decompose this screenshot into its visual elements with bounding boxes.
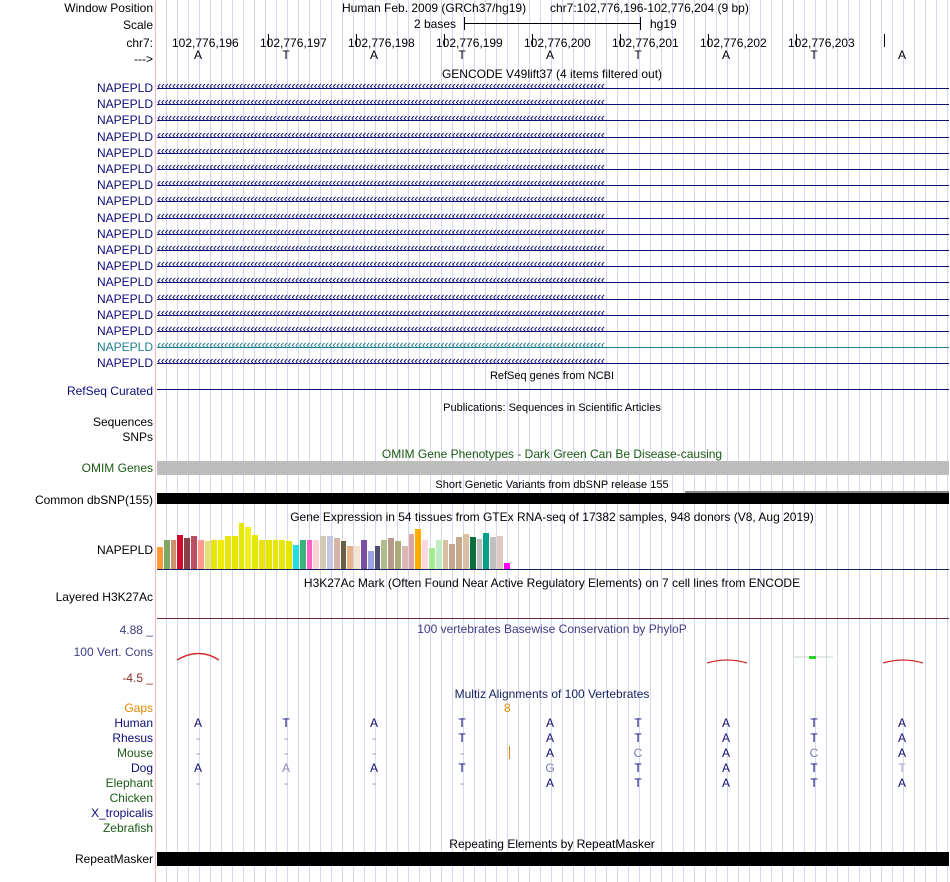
conservation-title[interactable]: 100 vertebrates Basewise Conservation by PhyloP: [417, 622, 687, 636]
strand-arrows-icon: ‹‹‹‹‹‹‹‹‹‹‹‹‹‹‹‹‹‹‹‹‹‹‹‹‹‹‹‹‹‹‹‹‹‹‹‹‹‹‹‹‹‹‹‹‹‹‹‹‹‹‹‹‹‹‹‹‹‹‹‹‹‹‹‹‹‹‹‹‹‹‹‹‹‹‹‹‹‹‹‹‹‹‹‹‹‹‹‹‹‹‹‹‹‹‹‹‹‹‹‹‹‹‹‹‹‹‹‹‹‹‹‹‹‹‹‹‹‹‹‹: [157, 259, 605, 272]
aligned-base: -: [196, 746, 200, 760]
reference-base: A: [897, 48, 906, 62]
gtex-tissue-bar[interactable]: [279, 540, 285, 569]
gtex-tissue-bar[interactable]: [171, 540, 177, 569]
scale-bar: [464, 16, 641, 32]
aligned-base: A: [193, 716, 202, 730]
gtex-tissue-bar[interactable]: [320, 536, 326, 569]
gap-count[interactable]: 8: [504, 701, 511, 715]
gtex-tissue-bar[interactable]: [177, 535, 183, 569]
species-label-zebrafish[interactable]: Zebrafish: [102, 821, 153, 835]
gtex-tissue-bar[interactable]: [456, 537, 462, 569]
strand-arrows-icon: ‹‹‹‹‹‹‹‹‹‹‹‹‹‹‹‹‹‹‹‹‹‹‹‹‹‹‹‹‹‹‹‹‹‹‹‹‹‹‹‹‹‹‹‹‹‹‹‹‹‹‹‹‹‹‹‹‹‹‹‹‹‹‹‹‹‹‹‹‹‹‹‹‹‹‹‹‹‹‹‹‹‹‹‹‹‹‹‹‹‹‹‹‹‹‹‹‹‹‹‹‹‹‹‹‹‹‹‹‹‹‹‹‹‹‹‹‹‹‹‹: [157, 81, 605, 93]
gtex-tissue-bar[interactable]: [205, 541, 211, 569]
aligned-base: C: [809, 746, 819, 760]
coordinate-5: 102,776,200: [524, 36, 591, 50]
aligned-base: A: [545, 746, 554, 760]
gencode-title[interactable]: GENCODE V49lift37 (4 items filtered out): [441, 67, 663, 81]
coordinate-4: 102,776,199: [436, 36, 503, 50]
repeatmasker-bar[interactable]: [157, 852, 949, 866]
aligned-base: T: [810, 761, 818, 775]
mouse-gap-marker[interactable]: [509, 746, 510, 759]
gtex-tissue-bar[interactable]: [395, 541, 401, 569]
coordinate-tick: [884, 34, 885, 47]
repeatmasker-label[interactable]: RepeatMasker: [74, 852, 153, 866]
gencode-gene-label[interactable]: NAPEPLD: [96, 340, 153, 355]
gtex-tissue-bar[interactable]: [402, 546, 408, 569]
gencode-transcript[interactable]: [157, 259, 949, 273]
gtex-tissue-bar[interactable]: [470, 537, 476, 569]
gtex-tissue-bar[interactable]: [266, 540, 272, 569]
aligned-base: A: [545, 716, 554, 730]
gencode-gene-label[interactable]: NAPEPLD: [96, 259, 153, 274]
gtex-tissue-bar[interactable]: [375, 546, 381, 569]
gencode-transcript[interactable]: [157, 211, 949, 225]
strand-arrows-icon: ‹‹‹‹‹‹‹‹‹‹‹‹‹‹‹‹‹‹‹‹‹‹‹‹‹‹‹‹‹‹‹‹‹‹‹‹‹‹‹‹‹‹‹‹‹‹‹‹‹‹‹‹‹‹‹‹‹‹‹‹‹‹‹‹‹‹‹‹‹‹‹‹‹‹‹‹‹‹‹‹‹‹‹‹‹‹‹‹‹‹‹‹‹‹‹‹‹‹‹‹‹‹‹‹‹‹‹‹‹‹‹‹‹‹‹‹‹‹‹‹: [157, 113, 605, 126]
scale-db: hg19: [650, 17, 677, 31]
gtex-tissue-bar[interactable]: [259, 540, 265, 569]
gtex-tissue-bar[interactable]: [449, 544, 455, 569]
gencode-gene-label[interactable]: NAPEPLD: [96, 324, 153, 338]
dbsnp-secondary-bar[interactable]: [685, 491, 949, 493]
gencode-gene-label[interactable]: NAPEPLD: [96, 210, 153, 225]
reference-base: A: [721, 48, 730, 62]
conservation-label[interactable]: 100 Vert. Cons: [73, 645, 153, 659]
conservation-min-label: -4.5 _: [122, 671, 153, 685]
strand-arrows-icon: ‹‹‹‹‹‹‹‹‹‹‹‹‹‹‹‹‹‹‹‹‹‹‹‹‹‹‹‹‹‹‹‹‹‹‹‹‹‹‹‹‹‹‹‹‹‹‹‹‹‹‹‹‹‹‹‹‹‹‹‹‹‹‹‹‹‹‹‹‹‹‹‹‹‹‹‹‹‹‹‹‹‹‹‹‹‹‹‹‹‹‹‹‹‹‹‹‹‹‹‹‹‹‹‹‹‹‹‹‹‹‹‹‹‹‹‹‹‹‹‹: [157, 324, 605, 336]
reference-base: T: [810, 48, 818, 62]
strand-arrows-icon: ‹‹‹‹‹‹‹‹‹‹‹‹‹‹‹‹‹‹‹‹‹‹‹‹‹‹‹‹‹‹‹‹‹‹‹‹‹‹‹‹‹‹‹‹‹‹‹‹‹‹‹‹‹‹‹‹‹‹‹‹‹‹‹‹‹‹‹‹‹‹‹‹‹‹‹‹‹‹‹‹‹‹‹‹‹‹‹‹‹‹‹‹‹‹‹‹‹‹‹‹‹‹‹‹‹‹‹‹‹‹‹‹‹‹‹‹‹‹‹‹: [157, 178, 605, 191]
aligned-base: T: [634, 776, 642, 790]
gencode-gene-label[interactable]: NAPEPLD: [96, 226, 153, 241]
aligned-base: A: [193, 761, 202, 775]
gtex-tissue-bar[interactable]: [307, 540, 313, 569]
strand-arrows-icon: ‹‹‹‹‹‹‹‹‹‹‹‹‹‹‹‹‹‹‹‹‹‹‹‹‹‹‹‹‹‹‹‹‹‹‹‹‹‹‹‹‹‹‹‹‹‹‹‹‹‹‹‹‹‹‹‹‹‹‹‹‹‹‹‹‹‹‹‹‹‹‹‹‹‹‹‹‹‹‹‹‹‹‹‹‹‹‹‹‹‹‹‹‹‹‹‹‹‹‹‹‹‹‹‹‹‹‹‹‹‹‹‹‹‹‹‹‹‹‹‹: [157, 275, 605, 288]
gencode-transcript[interactable]: [157, 162, 949, 176]
window-position-label: Window Position: [64, 1, 153, 15]
gencode-gene-label[interactable]: NAPEPLD: [96, 162, 153, 176]
aligned-base: T: [282, 716, 290, 730]
gtex-tissue-bar[interactable]: [368, 551, 374, 569]
refseq-label[interactable]: RefSeq Curated: [66, 384, 153, 398]
aligned-base: A: [369, 716, 378, 730]
gtex-tissue-bar[interactable]: [218, 540, 224, 569]
reference-base: T: [458, 48, 466, 62]
gtex-tissue-bar[interactable]: [354, 546, 360, 569]
reference-base: A: [545, 48, 554, 62]
gencode-transcript[interactable]: [157, 308, 949, 322]
gtex-tissue-bar[interactable]: [313, 540, 319, 569]
gencode-gene-label[interactable]: NAPEPLD: [96, 97, 153, 112]
aligned-base: -: [372, 776, 376, 790]
species-label-mouse[interactable]: Mouse: [116, 746, 153, 760]
coordinate-2: 102,776,197: [260, 36, 327, 50]
gencode-gene-label[interactable]: NAPEPLD: [96, 291, 153, 306]
gtex-tissue-bar[interactable]: [232, 536, 238, 569]
gencode-transcript[interactable]: [157, 227, 949, 241]
gencode-gene-label[interactable]: NAPEPLD: [96, 356, 153, 371]
aligned-base: A: [897, 746, 906, 760]
gtex-tissue-bar[interactable]: [164, 540, 170, 569]
refseq-title[interactable]: RefSeq genes from NCBI: [489, 370, 615, 382]
coordinate-8: 102,776,203: [788, 36, 855, 50]
aligned-base: A: [281, 761, 290, 775]
gtex-tissue-bar[interactable]: [273, 540, 279, 569]
coordinate-6: 102,776,201: [612, 36, 679, 50]
gtex-tissue-bar[interactable]: [388, 538, 394, 569]
strand-arrows-icon: ‹‹‹‹‹‹‹‹‹‹‹‹‹‹‹‹‹‹‹‹‹‹‹‹‹‹‹‹‹‹‹‹‹‹‹‹‹‹‹‹‹‹‹‹‹‹‹‹‹‹‹‹‹‹‹‹‹‹‹‹‹‹‹‹‹‹‹‹‹‹‹‹‹‹‹‹‹‹‹‹‹‹‹‹‹‹‹‹‹‹‹‹‹‹‹‹‹‹‹‹‹‹‹‹‹‹‹‹‹‹‹‹‹‹‹‹‹‹‹‹: [157, 162, 605, 174]
coordinate-3: 102,776,198: [348, 36, 415, 50]
gtex-tissue-bar[interactable]: [300, 540, 306, 569]
gtex-tissue-bar[interactable]: [198, 540, 204, 569]
label-divider-line: [155, 0, 156, 882]
gtex-tissue-bar[interactable]: [497, 536, 503, 569]
aligned-base: -: [460, 746, 464, 760]
dbsnp-title[interactable]: Short Genetic Variants from dbSNP release 155: [435, 479, 669, 491]
coordinate-7: 102,776,202: [700, 36, 767, 50]
gencode-transcript[interactable]: [157, 178, 949, 192]
multiz-title[interactable]: Multiz Alignments of 100 Vertebrates: [454, 687, 650, 701]
aligned-base: -: [460, 776, 464, 790]
aligned-base: -: [372, 746, 376, 760]
gtex-tissue-bar[interactable]: [293, 545, 299, 569]
gtex-baseline: [157, 569, 949, 570]
species-label-rhesus[interactable]: Rhesus: [112, 731, 153, 745]
repeatmasker-title[interactable]: Repeating Elements by RepeatMasker: [449, 837, 655, 851]
gtex-tissue-bar[interactable]: [477, 539, 483, 569]
gtex-tissue-bar[interactable]: [463, 534, 469, 569]
gtex-tissue-bar[interactable]: [490, 537, 496, 569]
strand-arrows-icon: ‹‹‹‹‹‹‹‹‹‹‹‹‹‹‹‹‹‹‹‹‹‹‹‹‹‹‹‹‹‹‹‹‹‹‹‹‹‹‹‹‹‹‹‹‹‹‹‹‹‹‹‹‹‹‹‹‹‹‹‹‹‹‹‹‹‹‹‹‹‹‹‹‹‹‹‹‹‹‹‹‹‹‹‹‹‹‹‹‹‹‹‹‹‹‹‹‹‹‹‹‹‹‹‹‹‹‹‹‹‹‹‹‹‹‹‹‹‹‹‹: [157, 291, 605, 304]
gtex-tissue-bar[interactable]: [429, 548, 435, 569]
strand-arrows-icon: ‹‹‹‹‹‹‹‹‹‹‹‹‹‹‹‹‹‹‹‹‹‹‹‹‹‹‹‹‹‹‹‹‹‹‹‹‹‹‹‹‹‹‹‹‹‹‹‹‹‹‹‹‹‹‹‹‹‹‹‹‹‹‹‹‹‹‹‹‹‹‹‹‹‹‹‹‹‹‹‹‹‹‹‹‹‹‹‹‹‹‹‹‹‹‹‹‹‹‹‹‹‹‹‹‹‹‹‹‹‹‹‹‹‹‹‹‹‹‹‹: [157, 97, 605, 110]
conservation-graph[interactable]: [157, 645, 949, 675]
h3k27ac-signal-line[interactable]: [157, 618, 949, 619]
strand-arrows-icon: ‹‹‹‹‹‹‹‹‹‹‹‹‹‹‹‹‹‹‹‹‹‹‹‹‹‹‹‹‹‹‹‹‹‹‹‹‹‹‹‹‹‹‹‹‹‹‹‹‹‹‹‹‹‹‹‹‹‹‹‹‹‹‹‹‹‹‹‹‹‹‹‹‹‹‹‹‹‹‹‹‹‹‹‹‹‹‹‹‹‹‹‹‹‹‹‹‹‹‹‹‹‹‹‹‹‹‹‹‹‹‹‹‹‹‹‹‹‹‹‹: [157, 226, 605, 239]
aligned-base: -: [284, 746, 288, 760]
gencode-transcript[interactable]: [157, 97, 949, 111]
aligned-base: T: [634, 731, 642, 745]
gencode-transcript[interactable]: [157, 243, 949, 257]
refseq-gene-line[interactable]: [157, 389, 949, 390]
aligned-base: A: [545, 776, 554, 790]
species-label-dog[interactable]: Dog: [130, 761, 153, 775]
aligned-base: T: [634, 716, 642, 730]
aligned-base: T: [458, 731, 466, 745]
strand-arrows-icon: ‹‹‹‹‹‹‹‹‹‹‹‹‹‹‹‹‹‹‹‹‹‹‹‹‹‹‹‹‹‹‹‹‹‹‹‹‹‹‹‹‹‹‹‹‹‹‹‹‹‹‹‹‹‹‹‹‹‹‹‹‹‹‹‹‹‹‹‹‹‹‹‹‹‹‹‹‹‹‹‹‹‹‹‹‹‹‹‹‹‹‹‹‹‹‹‹‹‹‹‹‹‹‹‹‹‹‹‹‹‹‹‹‹‹‹‹‹‹‹‹: [157, 356, 605, 369]
aligned-base: A: [369, 761, 378, 775]
gtex-expression-chart[interactable]: [157, 523, 537, 569]
gencode-transcript[interactable]: [157, 292, 949, 306]
gencode-transcript[interactable]: [157, 340, 949, 354]
strand-arrows-icon: ‹‹‹‹‹‹‹‹‹‹‹‹‹‹‹‹‹‹‹‹‹‹‹‹‹‹‹‹‹‹‹‹‹‹‹‹‹‹‹‹‹‹‹‹‹‹‹‹‹‹‹‹‹‹‹‹‹‹‹‹‹‹‹‹‹‹‹‹‹‹‹‹‹‹‹‹‹‹‹‹‹‹‹‹‹‹‹‹‹‹‹‹‹‹‹‹‹‹‹‹‹‹‹‹‹‹‹‹‹‹‹‹‹‹‹‹‹‹‹‹: [157, 194, 605, 207]
strand-arrows-icon: ‹‹‹‹‹‹‹‹‹‹‹‹‹‹‹‹‹‹‹‹‹‹‹‹‹‹‹‹‹‹‹‹‹‹‹‹‹‹‹‹‹‹‹‹‹‹‹‹‹‹‹‹‹‹‹‹‹‹‹‹‹‹‹‹‹‹‹‹‹‹‹‹‹‹‹‹‹‹‹‹‹‹‹‹‹‹‹‹‹‹‹‹‹‹‹‹‹‹‹‹‹‹‹‹‹‹‹‹‹‹‹‹‹‹‹‹‹‹‹‹: [157, 340, 605, 353]
publications-title[interactable]: Publications: Sequences in Scientific Articles: [443, 402, 661, 414]
omim-label[interactable]: OMIM Genes: [81, 461, 153, 475]
window-position-value: chr7:102,776,196-102,776,204 (9 bp): [550, 1, 749, 15]
coordinate-1: 102,776,196: [172, 36, 239, 50]
gtex-tissue-bar[interactable]: [239, 523, 245, 569]
h3k27ac-label[interactable]: Layered H3K27Ac: [55, 590, 153, 604]
gencode-transcript[interactable]: [157, 146, 949, 160]
aligned-base: T: [810, 716, 818, 730]
aligned-base: A: [721, 746, 730, 760]
strand-arrows-icon: ‹‹‹‹‹‹‹‹‹‹‹‹‹‹‹‹‹‹‹‹‹‹‹‹‹‹‹‹‹‹‹‹‹‹‹‹‹‹‹‹‹‹‹‹‹‹‹‹‹‹‹‹‹‹‹‹‹‹‹‹‹‹‹‹‹‹‹‹‹‹‹‹‹‹‹‹‹‹‹‹‹‹‹‹‹‹‹‹‹‹‹‹‹‹‹‹‹‹‹‹‹‹‹‹‹‹‹‹‹‹‹‹‹‹‹‹‹‹‹‹: [157, 129, 605, 142]
reference-base: A: [193, 48, 202, 62]
aligned-base: A: [897, 731, 906, 745]
gencode-gene-label[interactable]: NAPEPLD: [96, 145, 153, 160]
gencode-gene-label[interactable]: NAPEPLD: [96, 178, 153, 193]
gtex-tissue-bar[interactable]: [184, 538, 190, 569]
gtex-tissue-bar[interactable]: [347, 546, 353, 569]
h3k27ac-title[interactable]: H3K27Ac Mark (Often Found Near Active Regulatory Elements) on 7 cell lines from ENCODE: [303, 576, 801, 590]
gtex-title[interactable]: Gene Expression in 54 tissues from GTEx RNA-seq of 17382 samples, 948 donors (V8, Aug 2019): [290, 510, 814, 524]
species-label-chicken[interactable]: Chicken: [109, 791, 153, 805]
gtex-tissue-bar[interactable]: [483, 533, 489, 569]
dbsnp-variant-bar[interactable]: [157, 493, 949, 504]
aligned-base: T: [810, 731, 818, 745]
aligned-base: -: [284, 776, 288, 790]
scale-label: Scale: [122, 18, 153, 32]
gtex-tissue-bar[interactable]: [225, 536, 231, 569]
gencode-transcript[interactable]: [157, 194, 949, 208]
gencode-gene-label[interactable]: NAPEPLD: [96, 307, 153, 322]
gtex-tissue-bar[interactable]: [422, 540, 428, 569]
aligned-base: A: [721, 776, 730, 790]
gtex-label[interactable]: NAPEPLD: [96, 543, 153, 557]
aligned-base: G: [545, 761, 555, 775]
species-label-elephant[interactable]: Elephant: [105, 776, 153, 790]
reference-base: A: [369, 48, 378, 62]
gtex-tissue-bar[interactable]: [381, 540, 387, 569]
gtex-tissue-bar[interactable]: [415, 529, 421, 569]
aligned-base: A: [721, 731, 730, 745]
aligned-base: A: [897, 716, 906, 730]
gtex-tissue-bar[interactable]: [252, 535, 258, 569]
strand-arrows-icon: ‹‹‹‹‹‹‹‹‹‹‹‹‹‹‹‹‹‹‹‹‹‹‹‹‹‹‹‹‹‹‹‹‹‹‹‹‹‹‹‹‹‹‹‹‹‹‹‹‹‹‹‹‹‹‹‹‹‹‹‹‹‹‹‹‹‹‹‹‹‹‹‹‹‹‹‹‹‹‹‹‹‹‹‹‹‹‹‹‹‹‹‹‹‹‹‹‹‹‹‹‹‹‹‹‹‹‹‹‹‹‹‹‹‹‹‹‹‹‹‹: [157, 307, 605, 320]
aligned-base: A: [721, 716, 730, 730]
aligned-base: -: [196, 731, 200, 745]
gencode-gene-label[interactable]: NAPEPLD: [96, 243, 153, 257]
gtex-tissue-bar[interactable]: [245, 527, 251, 569]
sequences-label[interactable]: Sequences: [92, 415, 153, 429]
gencode-gene-label[interactable]: NAPEPLD: [96, 81, 153, 95]
aligned-base: -: [284, 731, 288, 745]
gencode-transcript[interactable]: [157, 130, 949, 144]
gtex-tissue-bar[interactable]: [191, 536, 197, 569]
species-label-human[interactable]: Human: [114, 716, 153, 730]
aligned-base: -: [196, 776, 200, 790]
gtex-tissue-bar[interactable]: [436, 540, 442, 569]
aligned-base: A: [721, 761, 730, 775]
aligned-base: T: [458, 761, 466, 775]
gencode-gene-label[interactable]: NAPEPLD: [96, 129, 153, 144]
conservation-max-label: 4.88 _: [119, 623, 153, 637]
gtex-tissue-bar[interactable]: [286, 541, 292, 569]
aligned-base: T: [898, 761, 906, 775]
gencode-gene-label[interactable]: NAPEPLD: [96, 275, 153, 290]
gtex-tissue-bar[interactable]: [409, 534, 415, 569]
gtex-tissue-bar[interactable]: [361, 540, 367, 569]
dbsnp-label[interactable]: Common dbSNP(155): [34, 493, 153, 507]
gtex-tissue-bar[interactable]: [341, 541, 347, 569]
chrom-label: chr7:: [126, 36, 153, 50]
strand-arrows-icon: ‹‹‹‹‹‹‹‹‹‹‹‹‹‹‹‹‹‹‹‹‹‹‹‹‹‹‹‹‹‹‹‹‹‹‹‹‹‹‹‹‹‹‹‹‹‹‹‹‹‹‹‹‹‹‹‹‹‹‹‹‹‹‹‹‹‹‹‹‹‹‹‹‹‹‹‹‹‹‹‹‹‹‹‹‹‹‹‹‹‹‹‹‹‹‹‹‹‹‹‹‹‹‹‹‹‹‹‹‹‹‹‹‹‹‹‹‹‹‹‹: [157, 145, 605, 158]
snps-label[interactable]: SNPs: [122, 430, 153, 444]
gencode-transcript[interactable]: [157, 81, 949, 95]
gtex-tissue-bar[interactable]: [327, 536, 333, 569]
gencode-transcript[interactable]: [157, 275, 949, 289]
omim-phenotype-bar[interactable]: [157, 461, 949, 475]
aligned-base: -: [372, 731, 376, 745]
aligned-base: T: [810, 776, 818, 790]
gaps-label: Gaps: [124, 701, 153, 715]
gtex-tissue-bar[interactable]: [334, 538, 340, 569]
aligned-base: A: [897, 776, 906, 790]
gencode-gene-label[interactable]: NAPEPLD: [96, 194, 153, 209]
aligned-base: A: [545, 731, 554, 745]
omim-title[interactable]: OMIM Gene Phenotypes - Dark Green Can Be Disease-causing: [381, 447, 723, 461]
aligned-base: T: [458, 716, 466, 730]
gencode-transcript[interactable]: [157, 113, 949, 127]
assembly-name: Human Feb. 2009 (GRCh37/hg19): [342, 1, 527, 15]
reference-base: T: [634, 48, 642, 62]
gencode-transcript[interactable]: [157, 324, 949, 338]
gtex-tissue-bar[interactable]: [211, 540, 217, 569]
strand-arrows-icon: ‹‹‹‹‹‹‹‹‹‹‹‹‹‹‹‹‹‹‹‹‹‹‹‹‹‹‹‹‹‹‹‹‹‹‹‹‹‹‹‹‹‹‹‹‹‹‹‹‹‹‹‹‹‹‹‹‹‹‹‹‹‹‹‹‹‹‹‹‹‹‹‹‹‹‹‹‹‹‹‹‹‹‹‹‹‹‹‹‹‹‹‹‹‹‹‹‹‹‹‹‹‹‹‹‹‹‹‹‹‹‹‹‹‹‹‹‹‹‹‹: [157, 210, 605, 223]
gtex-tissue-bar[interactable]: [443, 540, 449, 569]
scale-text: 2 bases: [414, 17, 457, 31]
aligned-base: T: [634, 761, 642, 775]
strand-label: --->: [134, 52, 153, 66]
gencode-gene-label[interactable]: NAPEPLD: [96, 113, 153, 128]
species-label-x_tropicalis[interactable]: X_tropicalis: [90, 806, 153, 820]
aligned-base: C: [633, 746, 643, 760]
reference-base: T: [282, 48, 290, 62]
gtex-tissue-bar[interactable]: [157, 547, 163, 569]
strand-arrows-icon: ‹‹‹‹‹‹‹‹‹‹‹‹‹‹‹‹‹‹‹‹‹‹‹‹‹‹‹‹‹‹‹‹‹‹‹‹‹‹‹‹‹‹‹‹‹‹‹‹‹‹‹‹‹‹‹‹‹‹‹‹‹‹‹‹‹‹‹‹‹‹‹‹‹‹‹‹‹‹‹‹‹‹‹‹‹‹‹‹‹‹‹‹‹‹‹‹‹‹‹‹‹‹‹‹‹‹‹‹‹‹‹‹‹‹‹‹‹‹‹‹: [157, 243, 605, 255]
